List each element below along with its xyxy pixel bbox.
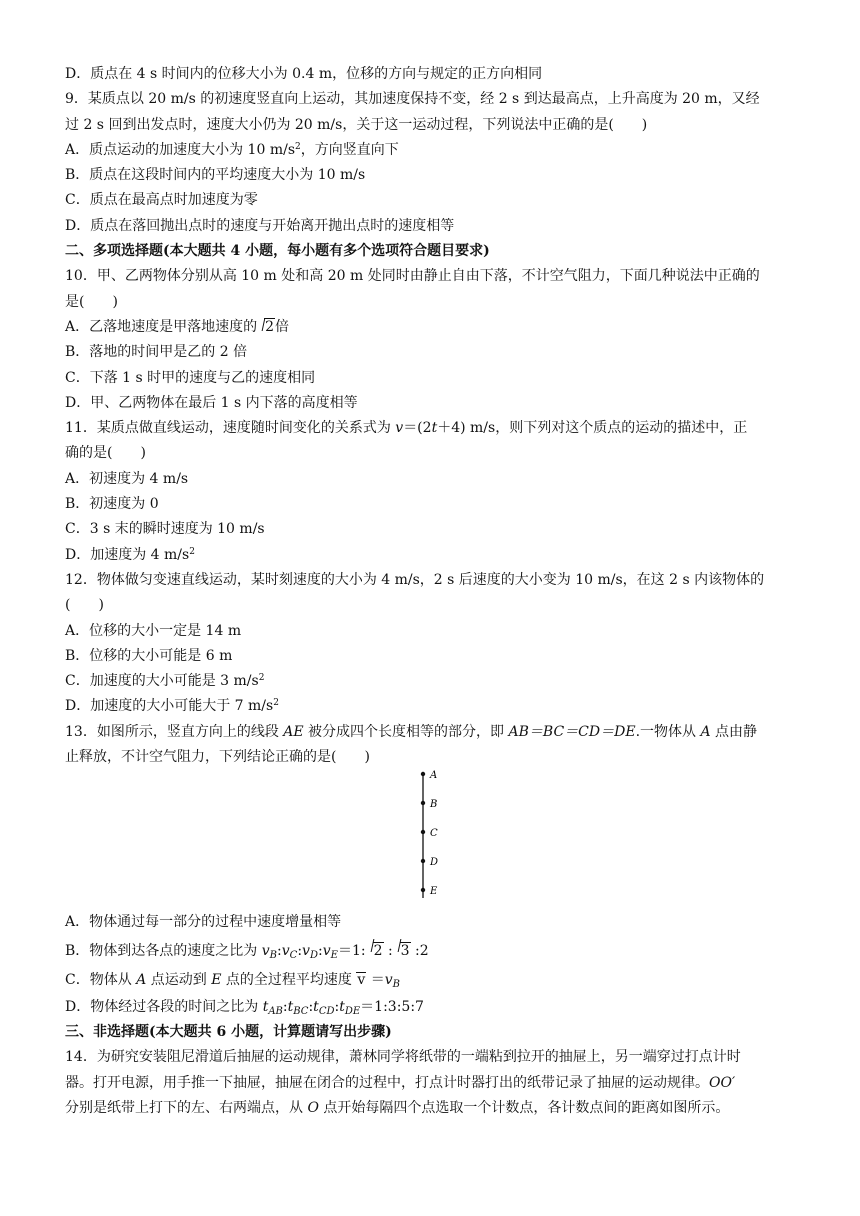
colon: : [277, 942, 282, 959]
q10-stem-line2: 是( ) [65, 293, 118, 310]
colon: : [318, 942, 323, 959]
q9-option-a-tail: ，方向竖直向下 [300, 141, 399, 158]
q13-text: 点运动到 [146, 971, 212, 988]
q10-stem-line1: 10．甲、乙两物体分别从高 10 m 处和高 20 m 处同时由静止自由下落，不计空气阻力，下面几种说法中正确的 [65, 268, 760, 285]
q12-stem-line2: ( ) [65, 597, 104, 614]
q14-text: 器。打开电源，用手推一下抽屉，抽屉在闭合的过程中，打点计时器打出的纸带记录了抽屉的运动规律。 [65, 1074, 709, 1091]
q10-option-a-text: A．乙落地速度是甲落地速度的 [65, 318, 258, 335]
q13-text: 13．如图所示，竖直方向上的线段 [65, 723, 284, 740]
subscript: DE [344, 1005, 361, 1017]
var-v: v [384, 971, 393, 988]
point-B-label: B [430, 799, 438, 811]
superscript: 2 [189, 546, 195, 557]
question-11 [65, 416, 800, 568]
variable-v: v [395, 420, 404, 437]
point-A: A [700, 723, 711, 740]
colon: : [297, 942, 303, 959]
point-A-label: A [430, 770, 438, 782]
q10-option-c: C．下落 1 s 时甲的速度与乙的速度相同 [65, 369, 316, 386]
question-12 [65, 568, 800, 720]
point-C-dot [421, 830, 425, 834]
point-B-dot [421, 801, 425, 805]
q11-stem-line2: 确的是( ) [65, 445, 146, 462]
q13-text: .一物体从 [635, 723, 701, 740]
point-A: A [136, 971, 147, 988]
q12-option-a: A．位移的大小一定是 14 m [65, 622, 242, 639]
q14-line3 [65, 1096, 800, 1121]
var-t: t [262, 998, 269, 1015]
var-v: v [322, 942, 331, 959]
colon: : [282, 998, 288, 1015]
var-t: t [339, 998, 345, 1015]
point-O: O [307, 1099, 319, 1116]
q11-text: 11．某质点做直线运动，速度随时间变化的关系式为 [65, 420, 396, 437]
q12-option-c-text: C．加速度的大小可能是 3 m/s [65, 673, 259, 690]
q11-option-c: C．3 s 末的瞬时速度为 10 m/s [65, 521, 265, 538]
q11-option-d [65, 543, 800, 568]
equals: ＝ [366, 971, 385, 988]
point-A-dot [421, 772, 425, 776]
q8-option-d: D．质点在 4 s 时间内的位移大小为 0.4 m，位移的方向与规定的正方向相同 [65, 66, 543, 82]
q13-stem-line1 [65, 720, 800, 745]
superscript: 2 [295, 141, 301, 152]
q11-option-d-text: D．加速度为 4 m/s [65, 546, 190, 563]
q9-stem-line2: 过 2 s 回到出发点时，速度大小仍为 20 m/s，关于这一运动过程，下列说法中正确的是( ) [65, 116, 648, 133]
question-9 [65, 87, 800, 239]
q11-option-a: A．初速度为 4 m/s [65, 470, 189, 487]
q13-option-a: A．物体通过每一部分的过程中速度增量相等 [65, 914, 342, 931]
q9-stem-line1: 9．某质点以 20 m/s 的初速度竖直向上运动，其加速度保持不变，经 2 s 到达最高点，上升高度为 20 m，又经 [65, 91, 760, 108]
q14-text: 分别是纸带上打下的左、右两端点，从 [65, 1099, 308, 1116]
q12-option-b: B．位移的大小可能是 6 m [65, 647, 233, 664]
segment-AE: AE [283, 723, 304, 740]
radicand: 2 [373, 942, 383, 959]
q9-option-a [65, 138, 800, 163]
q11-option-b: B．初速度为 0 [65, 496, 159, 513]
q14-text: 点开始每隔四个点选取一个计数点，各计数点间的距离如图所示。 [318, 1099, 730, 1116]
var-t: t [313, 998, 319, 1015]
subscript: E [330, 949, 338, 961]
q14-line2 [65, 1071, 800, 1096]
q14-line1: 14．为研究安装阻尼滑道后抽屉的运动规律，萧林同学将纸带的一端粘到拉开的抽屉上，另一端穿过打点计时 [65, 1049, 741, 1066]
q13-option-d [65, 995, 800, 1020]
q13-text: 点的全过程平均速度 [221, 971, 357, 988]
sqrt-symbol [257, 315, 275, 340]
section-heading-non-choice: 三、非选择题(本大题共 6 小题，计算题请写出步骤) [65, 1023, 392, 1040]
q12-stem-line1: 12．物体做匀变速直线运动，某时刻速度的大小为 4 m/s，2 s 后速度的大小变为 10 m/s，在这 2 s 内该物体的 [65, 571, 765, 588]
q13-option-b [65, 936, 800, 966]
colon: : [383, 942, 393, 959]
q13-option-b-text: B．物体到达各点的速度之比为 [65, 942, 262, 959]
sqrt-symbol [366, 936, 384, 966]
subscript: CD [318, 1005, 335, 1017]
question-10 [65, 264, 800, 416]
point-C-label: C [430, 828, 438, 840]
colon: : [308, 998, 314, 1015]
q13-option-c [65, 966, 800, 995]
q9-option-a-text: A．质点运动的加速度大小为 10 m/s [65, 141, 296, 158]
q13-figure [65, 770, 800, 910]
subscript: B [392, 978, 400, 990]
q12-option-d-text: D．加速度的大小可能大于 7 m/s [65, 698, 274, 715]
colon: : [334, 998, 340, 1015]
q13-option-d-end: ＝1:3:5:7 [360, 998, 424, 1015]
q10-option-d: D．甲、乙两物体在最后 1 s 内下落的高度相等 [65, 394, 358, 411]
subscript: B [269, 949, 278, 961]
q13-text: 被分成四个长度相等的部分，即 [303, 723, 509, 740]
q13-option-b-end: :2 [410, 942, 429, 959]
q10-option-a-tail: 倍 [275, 318, 290, 335]
radicand: 3 [400, 942, 410, 959]
question-13 [65, 720, 800, 1020]
q13-option-b-eq: ＝1: [337, 942, 366, 959]
points-OO-prime: OO′ [709, 1074, 736, 1091]
var-t: t [287, 998, 294, 1015]
exam-page [65, 62, 800, 1121]
average-velocity-symbol: v [357, 971, 366, 988]
q11-text: ＋4) m/s，则下列对这个质点的运动的描述中，正 [437, 420, 748, 437]
point-E-label: E [430, 886, 438, 898]
q10-option-a [65, 315, 800, 340]
subscript: C [289, 949, 298, 961]
sqrt-symbol [393, 936, 411, 966]
segment-equation: AB＝BC＝CD＝DE [508, 723, 636, 740]
q11-text: ＝(2 [403, 420, 432, 437]
q9-option-c: C．质点在最高点时加速度为零 [65, 192, 258, 209]
point-E-dot [421, 888, 425, 892]
var-v: v [261, 942, 270, 959]
subscript: AB [268, 1005, 283, 1017]
radicand: 2 [265, 318, 275, 335]
superscript: 2 [258, 673, 265, 684]
subscript: BC [293, 1005, 309, 1017]
q12-option-d [65, 694, 800, 719]
q12-option-c [65, 669, 800, 694]
point-D-dot [421, 859, 425, 863]
point-D-label: D [430, 857, 439, 869]
q9-option-d: D．质点在落回抛出点时的速度与开始离开抛出点时的速度相等 [65, 217, 455, 234]
q13-stem-line2: 止释放，不计空气阻力，下列结论正确的是( ) [65, 749, 370, 766]
q11-stem-line1 [65, 416, 800, 441]
var-v: v [302, 942, 310, 959]
q13-option-d-text: D．物体经过各段的时间之比为 [65, 998, 263, 1015]
superscript: 2 [273, 698, 279, 709]
q13-text: 点由静 [710, 723, 758, 740]
q13-text: C．物体从 [65, 971, 137, 988]
subscript: D [309, 949, 318, 961]
section-heading-multiple-choice: 二、多项选择题(本大题共 4 小题，每小题有多个选项符合题目要求) [65, 243, 490, 260]
q10-option-b: B．落地的时间甲是乙的 2 倍 [65, 344, 248, 361]
var-v: v [281, 942, 290, 959]
vertical-segment-diagram [409, 770, 449, 906]
variable-t: t [431, 420, 438, 437]
q9-option-b: B．质点在这段时间内的平均速度大小为 10 m/s [65, 167, 366, 184]
point-E: E [211, 971, 222, 988]
question-14 [65, 1045, 800, 1121]
